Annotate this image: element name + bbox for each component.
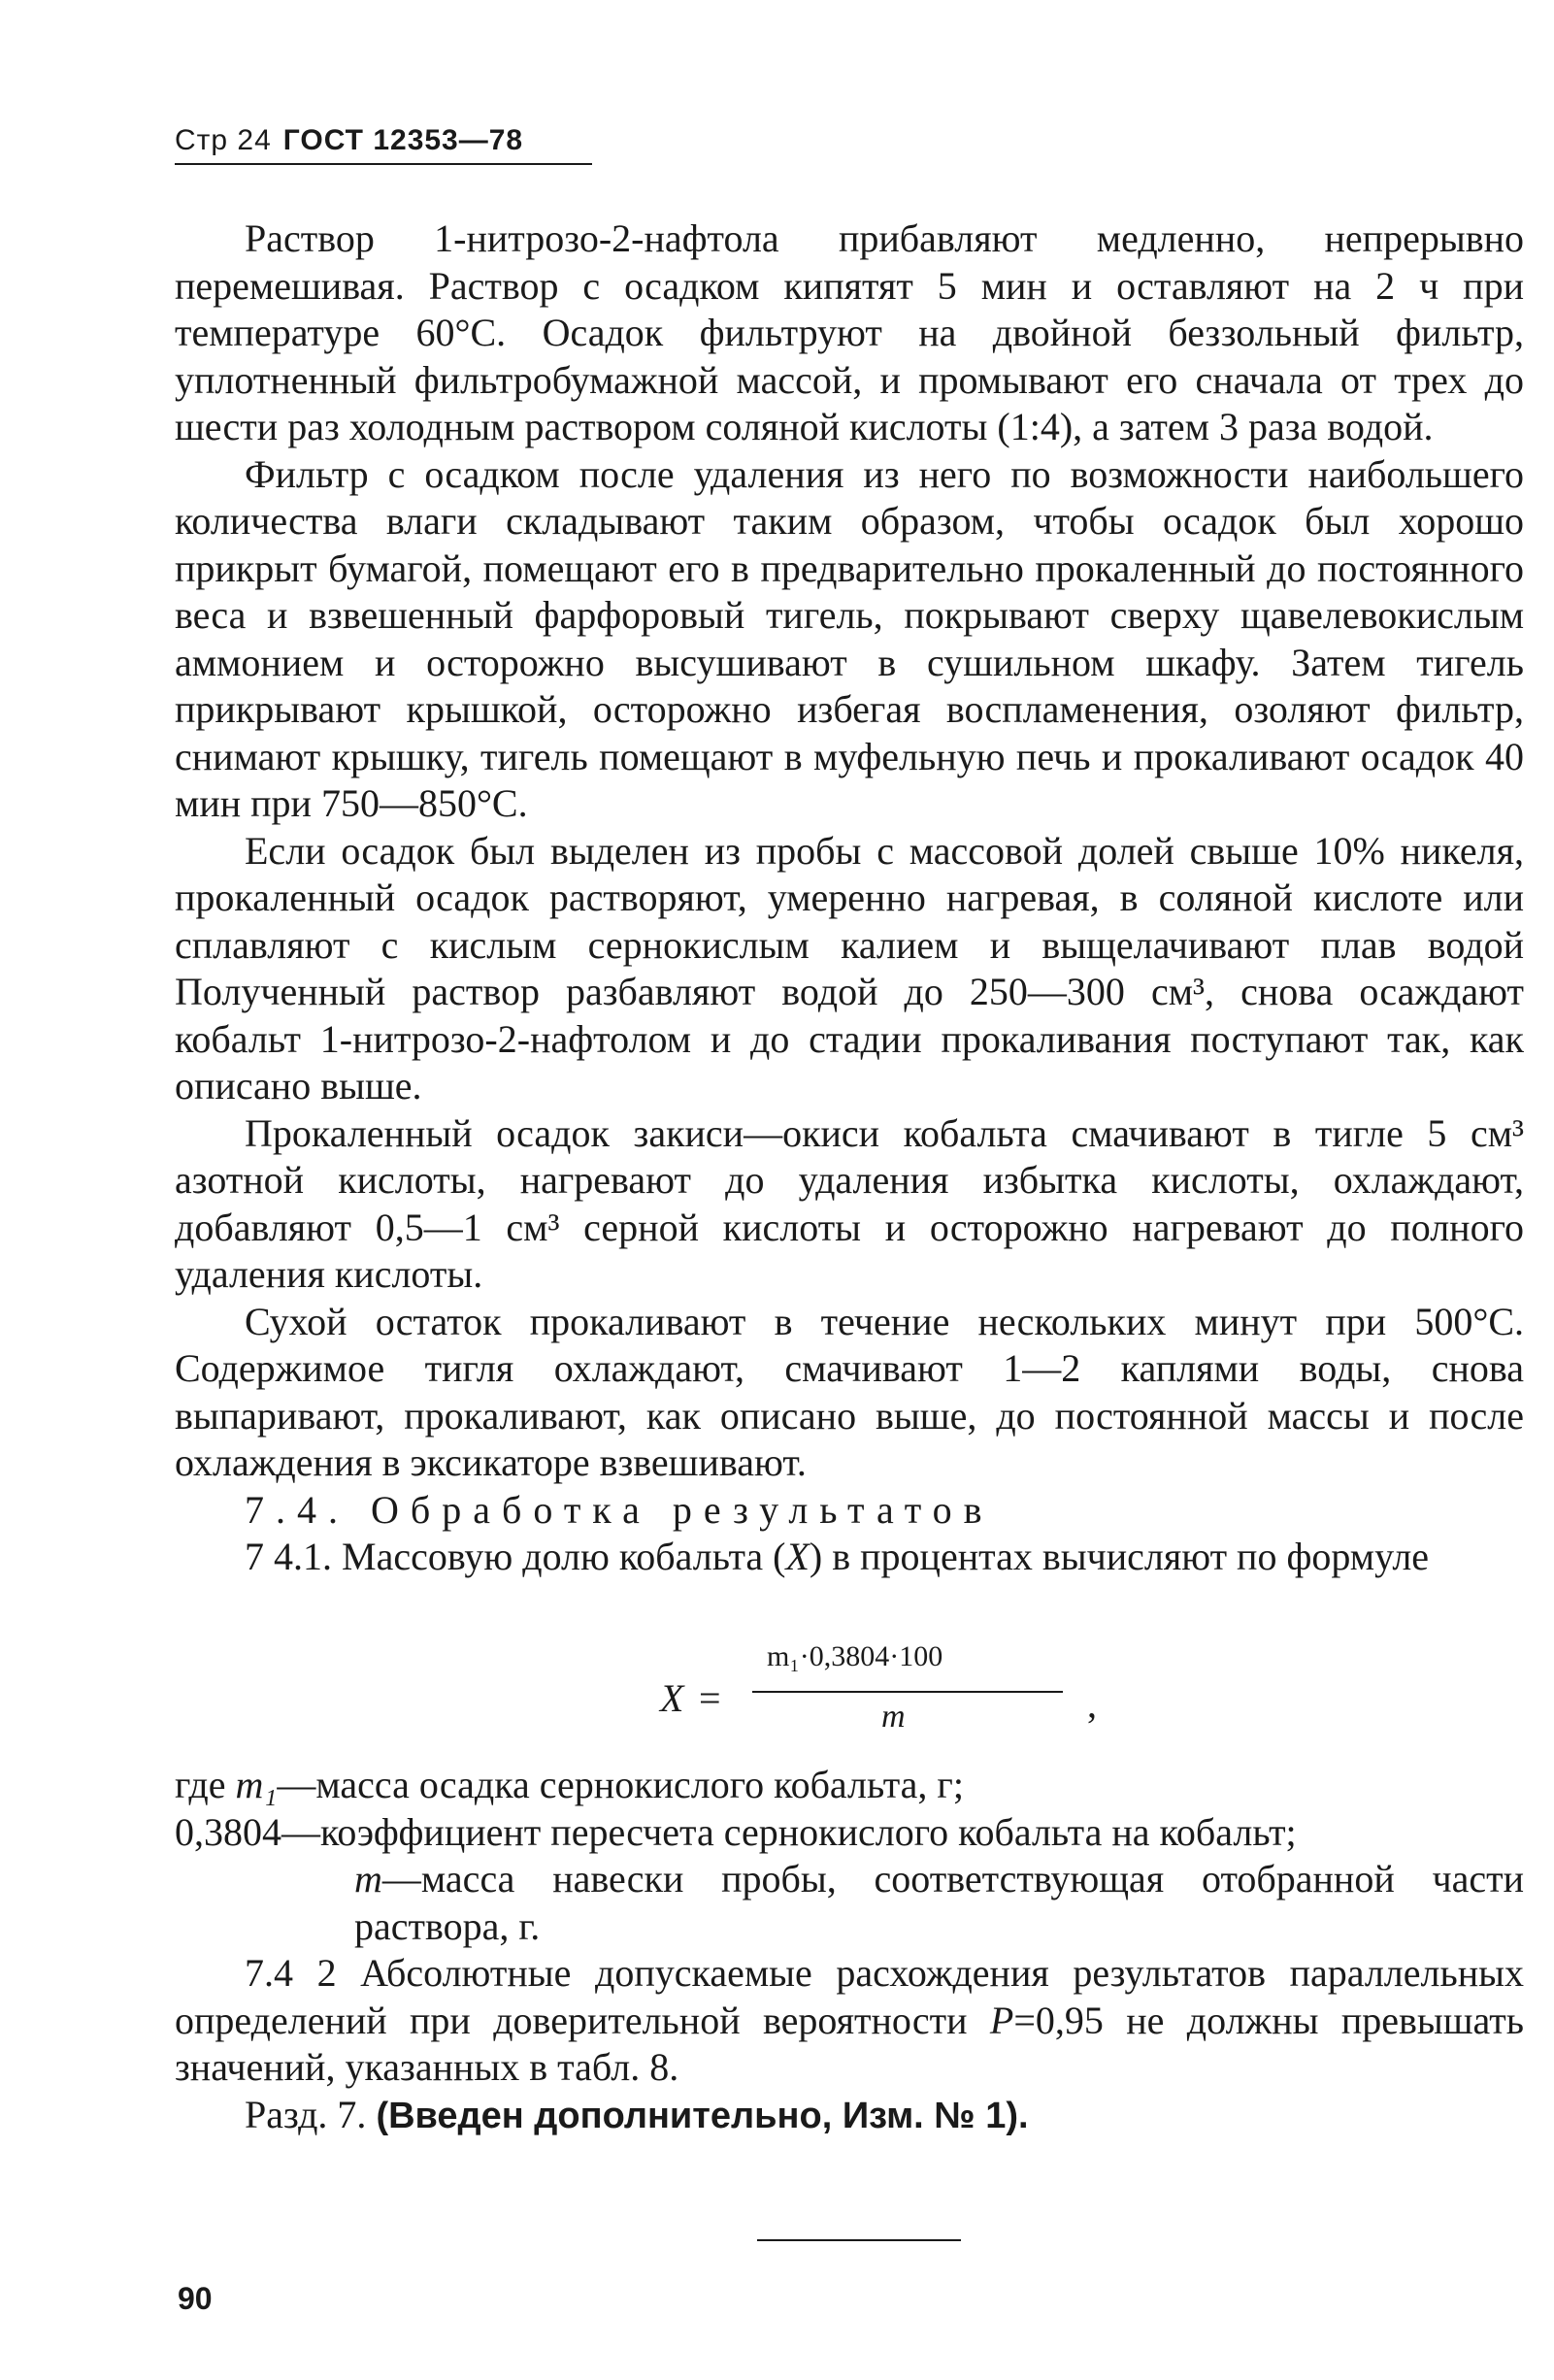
paragraph-7-prefix: 7.4 2 Абсолютные допускаемые расхождения результатов параллельных определений при доверительной вероятности [175,1951,1524,2042]
paragraph-5: Сухой остаток прокаливают в течение нескольких минут при 500°С. Содержимое тигля охлаждают, смачивают 1—2 каплями воды, снова выпаривают, прокаливают, как описано выше, до постоянной массы и после охлаждения в эксикаторе взвешивают. [175,1299,1524,1484]
legend-row-m1 [175,1762,1524,1809]
paragraph-4: Прокаленный осадок закиси—окиси кобальта смачивают в тигле 5 см³ азотной кислоты, нагревают до удаления избытка кислоты, охлаждают, добавляют 0,5—1 см³ серной кислоты и осторожно нагревают до полного удаления кислоты. [175,1110,1524,1296]
amendment-bold: (Введен дополнительно, Изм. № 1). [376,2095,1029,2136]
formula-numerator: m₁·0,3804·100 [767,1640,943,1672]
formula-equals: = [699,1676,721,1720]
paragraph-6-prefix: 7 4.1. Массовую долю кобальта ( [245,1535,786,1578]
amendment-note [175,2092,1524,2140]
paragraph-1: Раствор 1-нитрозо-2-нафтола прибавляют медленно, непрерывно перемешивая. Раствор с осадком кипятят 5 мин и оставляют на 2 ч при температуре 60°С. Осадок фильтруют на двойной беззольный фильтр, уплотненный фильтробумажной массой, и промывают его сначала от трех до шести раз холодным раствором соляной кислоты (1:4), а затем 3 раза водой. [175,216,1524,448]
legend-m-symbol: m [354,1857,382,1901]
section-heading: 7.4. Обработка результатов [245,1487,994,1532]
page-number: 90 [178,2281,213,2316]
variable-x: X [785,1535,810,1578]
legend-row-coefficient [175,1809,1524,1857]
page-header [175,124,592,165]
paragraph-6 [175,1534,1524,1581]
amendment-prefix: Разд. 7. [245,2092,377,2136]
formula-lhs: X [660,1676,684,1720]
formula [660,1640,1116,1747]
formula-denominator: m [881,1699,906,1735]
legend-m1-symbol: m₁ [235,1763,278,1806]
paragraph-6-suffix: ) в процентах вычисляют по формуле [809,1535,1430,1578]
formula-legend [175,1762,1524,2139]
legend-row-m [354,1856,1524,1950]
legend-m1-description: —масса осадка сернокислого кобальта, г; [277,1763,964,1806]
legend-coefficient-description: —коэффициент пересчета сернокислого кобальта на кобальт; [281,1809,1297,1854]
page-label: Стр 24 [175,124,272,156]
paragraph-7 [175,1950,1524,2092]
legend-coefficient-symbol: 0,3804 [175,1809,281,1854]
formula-comma: , [1087,1682,1097,1726]
legend-where: где [175,1763,236,1806]
paragraph-2: Фильтр с осадком после удаления из него по возможности наибольшего количества влаги складывают таким образом, чтобы осадок был хорошо прикрыт бумагой, помещают его в предварительно прокаленный до постоянного веса и взвешенный фарфоровый тигель, покрывают сверху щавелевокислым аммонием и осторожно высушивают в сушильном шкафу. Затем тигель прикрывают крышкой, осторожно избегая воспламенения, озоляют фильтр, снимают крышку, тигель помещают в муфельную печь и прокаливают осадок 40 мин при 750—850°С. [175,451,1524,825]
legend-m-description: —масса навески пробы, соответствующая отобранной части раствора, г. [354,1857,1524,1948]
standard-number: ГОСТ 12353—78 [282,124,524,156]
footer-divider [757,2239,961,2241]
paragraph-7-suffix: =0,95 не должны превышать значений, указанных в табл. 8. [175,1998,1525,2089]
paragraph-3: Если осадок был выделен из пробы с массовой долей свыше 10% никеля, прокаленный осадок растворяют, умеренно нагревая, в соляной кислоте или сплавляют с кислым сернокислым калием и выщелачивают плав водой Полученный раствор разбавляют водой до 250—300 см³, снова осаждают кобальт 1-нитрозо-2-нафтолом и до стадии прокаливания поступают так, как описано выше. [175,828,1524,1107]
body-text [175,215,1524,1581]
fraction-bar [752,1691,1063,1693]
variable-p: P [989,1998,1014,2042]
